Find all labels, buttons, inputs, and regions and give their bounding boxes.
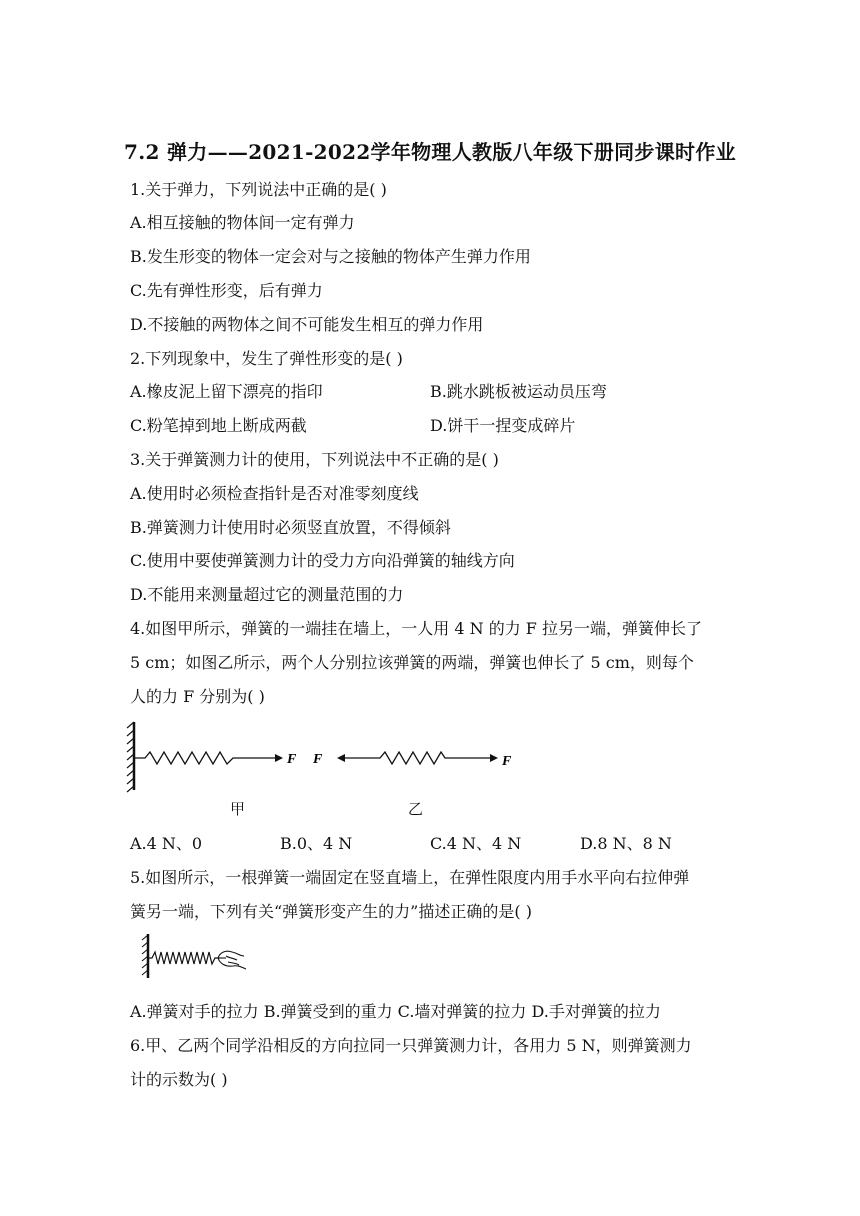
spring <box>148 952 220 964</box>
arrow-b-right <box>490 754 498 762</box>
question-1-stem: 1.关于弹力，下列说法中正确的是( ) <box>130 180 387 199</box>
page-title: 7.2 弹力——2021-2022学年物理人教版八年级下册同步课时作业 <box>124 140 736 164</box>
question-6-stem-line-1: 6.甲、乙两个同学沿相反的方向拉同一只弹簧测力计，各用力 5 N，则弹簧测力 <box>130 1036 692 1055</box>
question-1-option-c: C.先有弹性形变，后有弹力 <box>130 281 323 300</box>
question-2-option-c: C.粉笔掉到地上断成两截 <box>130 416 307 435</box>
question-4-option-b: B.0、4 N <box>280 834 353 853</box>
question-1-option-b: B.发生形变的物体一定会对与之接触的物体产生弹力作用 <box>130 247 531 266</box>
question-5-stem-line-2: 簧另一端，下列有关“弹簧形变产生的力”描述正确的是( ) <box>130 902 532 921</box>
question-2-stem: 2.下列现象中，发生了弹性形变的是( ) <box>130 349 403 368</box>
question-2-option-d: D.饼干一捏变成碎片 <box>430 416 576 435</box>
question-4-figure <box>125 718 525 796</box>
question-5-stem-line-1: 5.如图所示，一根弹簧一端固定在竖直墙上，在弹性限度内用手水平向右拉伸弹 <box>130 868 690 887</box>
question-4-stem-line-2: 5 cm；如图乙所示，两个人分别拉该弹簧的两端，弹簧也伸长了 5 cm，则每个 <box>130 653 694 672</box>
question-4-stem-line-3: 人的力 F 分别为( ) <box>130 687 265 706</box>
arrow-b-left <box>337 754 345 762</box>
arrow-a <box>275 754 283 762</box>
question-4-stem-line-1: 4.如图甲所示，弹簧的一端挂在墙上，一人用 4 N 的力 F 拉另一端，弹簧伸长了 <box>130 619 702 638</box>
wall-hatch <box>127 722 134 792</box>
wall-hatch <box>142 934 148 978</box>
question-4-option-c: C.4 N、4 N <box>430 834 522 853</box>
question-5-options: A.弹簧对手的拉力 B.弹簧受到的重力 C.墙对弹簧的拉力 D.手对弹簧的拉力 <box>130 1002 661 1021</box>
hand-icon <box>218 951 246 969</box>
question-6-stem-line-2: 计的示数为( ) <box>130 1070 228 1089</box>
spring-a <box>134 752 275 764</box>
spring-b <box>345 752 490 764</box>
question-3-option-c: C.使用中要使弹簧测力计的受力方向沿弹簧的轴线方向 <box>130 551 515 570</box>
figure-caption-b: 乙 <box>408 800 424 818</box>
question-3-option-b: B.弹簧测力计使用时必须竖直放置，不得倾斜 <box>130 518 451 537</box>
force-label-a: F <box>287 752 297 767</box>
figure-caption-a: 甲 <box>230 800 246 818</box>
question-3-option-a: A.使用时必须检查指针是否对准零刻度线 <box>130 484 419 503</box>
question-4-option-a: A.4 N、0 <box>130 834 203 853</box>
question-1-option-a: A.相互接触的物体间一定有弹力 <box>130 213 355 232</box>
question-3-option-d: D.不能用来测量超过它的测量范围的力 <box>130 585 404 604</box>
force-label-b-right: F <box>502 754 512 769</box>
question-4-option-d: D.8 N、8 N <box>580 834 672 853</box>
force-label-b-left: F <box>313 752 323 767</box>
question-1-option-d: D.不接触的两物体之间不可能发生相互的弹力作用 <box>130 315 484 334</box>
question-2-option-b: B.跳水跳板被运动员压弯 <box>430 382 607 401</box>
question-3-stem: 3.关于弹簧测力计的使用，下列说法中不正确的是( ) <box>130 450 499 469</box>
question-5-figure <box>140 932 252 982</box>
question-2-option-a: A.橡皮泥上留下漂亮的指印 <box>130 382 323 401</box>
